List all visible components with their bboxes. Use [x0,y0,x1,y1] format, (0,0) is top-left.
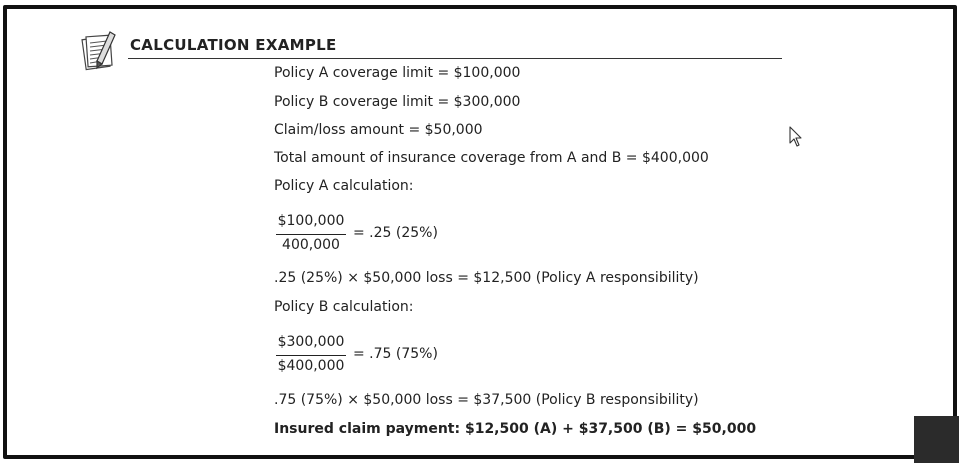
policy-a-result: .25 (25%) × $50,000 loss = $12,500 (Policy A responsibility) [274,270,699,286]
claim-amount: Claim/loss amount = $50,000 [274,122,483,138]
fraction-denominator: 400,000 [282,237,340,253]
policy-b-calc-label: Policy B calculation: [274,299,414,315]
mouse-cursor-icon [789,126,803,148]
fraction-denominator: $400,000 [277,358,345,374]
fraction-result: = .75 (75%) [353,346,438,362]
total-coverage: Total amount of insurance coverage from A and B = $400,000 [274,150,709,166]
fraction-bar [276,234,346,235]
fraction-numerator: $100,000 [277,213,345,229]
policy-b-result: .75 (75%) × $50,000 loss = $37,500 (Policy B responsibility) [274,392,699,408]
corner-block [914,416,959,463]
fraction-numerator: $300,000 [277,334,345,350]
heading-divider [128,58,782,59]
notepad-pencil-icon [80,30,118,72]
section-heading: CALCULATION EXAMPLE [130,36,337,54]
total-claim-payment: Insured claim payment: $12,500 (A) + $37,500 (B) = $50,000 [274,421,757,437]
policy-a-limit: Policy A coverage limit = $100,000 [274,65,521,81]
fraction-result: = .25 (25%) [353,225,438,241]
fraction-bar [276,355,346,356]
policy-b-limit: Policy B coverage limit = $300,000 [274,94,521,110]
policy-a-calc-label: Policy A calculation: [274,178,414,194]
